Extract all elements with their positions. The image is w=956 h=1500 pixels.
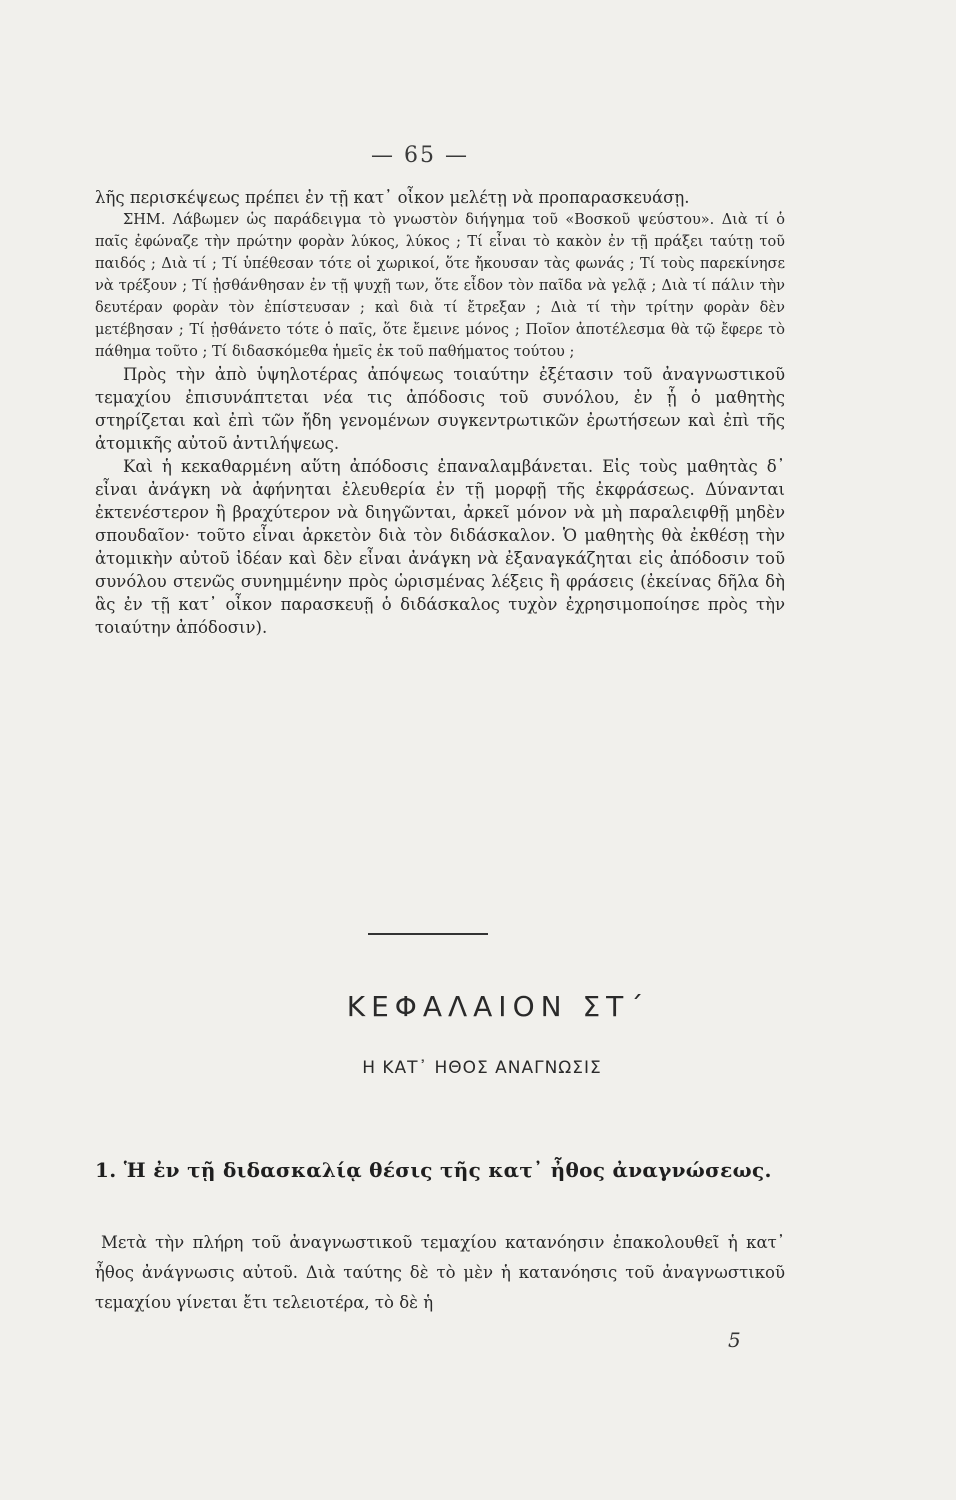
section-paragraph: Μετὰ τὴν πλήρη τοῦ ἀναγνωστικοῦ τεμαχίου κατανόησιν ἐπακολουθεῖ ἡ κατ᾽ ἦθος ἀνάγνωσις αὐτοῦ. Διὰ ταύτης δὲ τὸ μὲν ἡ κατανόησις τοῦ ἀναγνωστικοῦ τεμαχίου γίνεται ἔτι τελειοτέρα, τὸ δὲ ἡ [95, 1233, 785, 1312]
paragraph: Πρὸς τὴν ἀπὸ ὑψηλοτέρας ἀπόψεως τοιαύτην ἐξέτασιν τοῦ ἀναγνωστικοῦ τεμαχίου ἐπισυνάπτεται νέα τις ἀπόδοσις τοῦ συνόλου, ἐν ᾗ ὁ μαθητὴς στηρίζεται καὶ ἐπὶ τῶν ἤδη γενομένων συγκεντρωτικῶν ἐρωτήσεων καὶ ἐπὶ τῆς ἀτομικῆς αὐτοῦ ἀντιλήψεως. [95, 365, 785, 453]
section-heading: 1. Ἡ ἐν τῇ διδασκαλίᾳ θέσις τῆς κατ᾽ ἦθος ἀναγνώσεως. [95, 1158, 772, 1182]
signature-mark: 5 [728, 1328, 741, 1352]
chapter-subtitle: Η ΚΑΤ᾽ ΗΘΟΣ ΑΝΑΓΝΩΣΙΣ [362, 1058, 602, 1078]
section-divider [368, 933, 488, 935]
body-text [95, 186, 785, 639]
chapter-title: ΚΕΦΑΛΑΙΟΝ ΣΤ΄ [346, 990, 650, 1023]
page-number: — 65 — [371, 143, 469, 168]
note-paragraph: ΣΗΜ. Λάβωμεν ὡς παράδειγμα τὸ γνωστὸν διήγημα τοῦ «Βοσκοῦ ψεύστου». Διὰ τί ὁ παῖς ἐφώναζε τὴν πρώτην φορὰν λύκος, λύκος ; Τί εἶναι τὸ κακὸν ἐν τῇ πράξει ταύτῃ τοῦ παιδός ; Διὰ τί ; Τί ὑπέθεσαν τότε οἱ χωρικοί, ὅτε ἤκουσαν τὰς φωνάς ; Τί τοὺς παρεκίνησε νὰ τρέξουν ; Τί ᾐσθάνθησαν ἐν τῇ ψυχῇ των, ὅτε εἶδον τὸν παῖδα νὰ γελᾷ ; Διὰ τί πάλιν τὴν δευτέραν φορὰν τὸν ἐπίστευσαν ; καὶ διὰ τί ἔτρεξαν ; Διὰ τί τὴν τρίτην φορὰν δὲν μετέβησαν ; Τί ᾐσθάνετο τότε ὁ παῖς, ὅτε ἔμεινε μόνος ; Ποῖον ἀποτέλεσμα θὰ τῷ ἔφερε τὸ πάθημα τοῦτο ; Τί διδασκόμεθα ἡμεῖς ἐκ τοῦ παθήματος τούτου ; [95, 212, 785, 360]
paragraph-continuation: λῆς περισκέψεως πρέπει ἐν τῇ κατ᾽ οἶκον μελέτῃ νὰ προπαρασκευάσῃ. [95, 188, 690, 207]
paragraph: Καὶ ἡ κεκαθαρμένη αὕτη ἀπόδοσις ἐπαναλαμβάνεται. Εἰς τοὺς μαθητὰς δ᾽ εἶναι ἀνάγκη νὰ ἀφήνηται ἐλευθερία ἐν τῇ μορφῇ τῆς ἐκφράσεως. Δύνανται ἐκτενέστερον ἢ βραχύτερον νὰ διηγῶνται, ἀρκεῖ μόνον νὰ μὴ παραλειφθῇ μηδὲν σπουδαῖον· τοῦτο εἶναι ἀρκετὸν διὰ τὸν διδάσκαλον. Ὁ μαθητὴς θὰ ἐκθέσῃ τὴν ἀτομικὴν αὐτοῦ ἰδέαν καὶ δὲν εἶναι ἀνάγκη νὰ ἐξαναγκάζηται εἰς ἀπόδοσιν τοῦ συνόλου στενῶς συνημμένην πρὸς ὡρισμένας λέξεις ἢ φράσεις (ἐκείνας δῆλα δὴ ἃς ἐν τῇ κατ᾽ οἶκον παρασκευῇ ὁ διδάσκαλος τυχὸν ἐχρησιμοποίησε πρὸς τὴν τοιαύτην ἀπόδοσιν). [95, 457, 785, 637]
